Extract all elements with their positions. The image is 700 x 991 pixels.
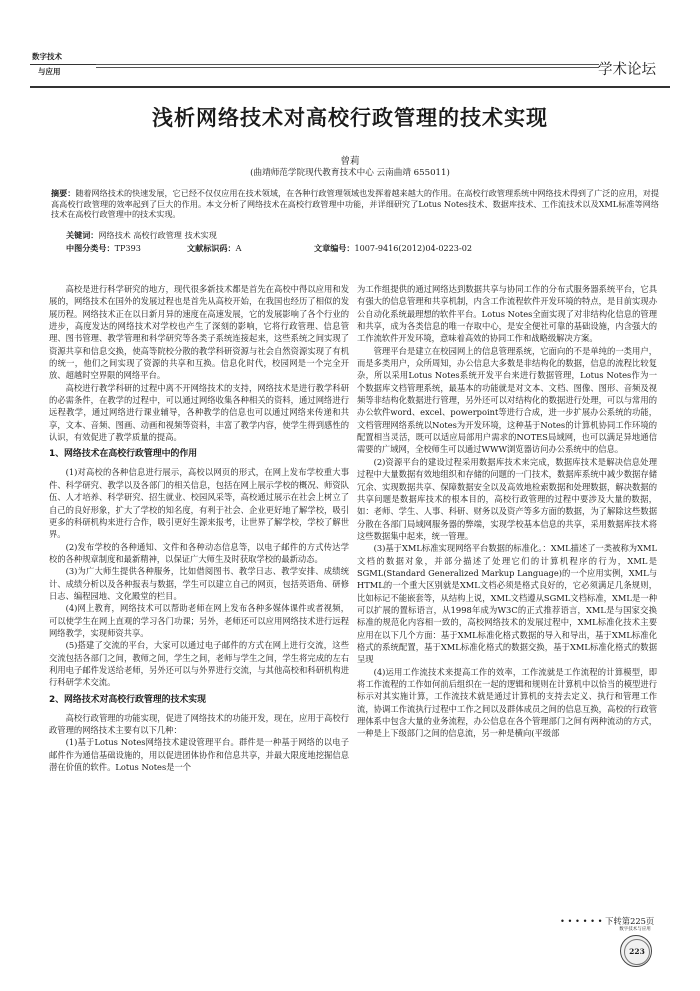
logo-bottom-text: 与应用 <box>38 67 61 76</box>
header-rule <box>96 64 599 71</box>
doc-code-label: 文献标识码： <box>187 243 236 253</box>
right-column <box>357 283 657 740</box>
continued-note: • • • • • • 下转第225页 <box>560 916 655 926</box>
section-heading-1: 1、网络技术在高校行政管理中的作用 <box>49 449 198 460</box>
keywords-text: 网络技术 高校行政管理 技术实现 <box>98 230 217 240</box>
clc-label: 中图分类号： <box>66 243 115 253</box>
paragraph: 高校是进行科学研究的地方，现代很多新技术都是首先在高校中得以应用和发展的，网络技术在国外的发展过程也是首先从高校开始，在我国也经历了相似的发展历程。网络技术正在以日新月异的速度在高速发展，它的发展影响了各个行业的进步，高度发达的网络技术对学校也产生了深刻的影响，它将行政管理、信息管理、图书管理、教学管理和科学研究等各类子系统连接起来，这些系统之间实现了资源共享和信息交换，使高等院校分散的教学科研资源与社会自然资源实现了有机的统一，他们之间实现了资源的共享和互换。信息化时代，校园网是一个完全开放、超越时空界限的网络平台。 <box>49 284 349 381</box>
page-number: 223 <box>624 939 650 965</box>
paragraph: (5)搭建了交流的平台，大家可以通过电子邮件的方式在网上进行交流，这些交流包括各部门之间，教师之间，学生之间，老师与学生之间，学生将完成的左右利用电子邮件发送给老师，另外还可以与外界进行交流，与其他高校和科研机构进行科研学术交流。 <box>49 640 349 688</box>
article-affiliation: (曲靖师范学院现代教育技术中心 云南曲靖 655011) <box>250 168 450 178</box>
header-underline <box>30 86 670 88</box>
doc-code-value: A <box>235 243 242 253</box>
left-column <box>49 283 349 773</box>
paragraph: (4)网上教育，网络技术可以帮助老师在网上发布各种多媒体课件或者视频，可以使学生在网上直观的学习各门功课；另外，老师还可以应用网络技术进行远程网络教学，实现师资共享。 <box>49 603 349 638</box>
paragraph: (1)对高校的各种信息进行展示，高校以网页的形式，在网上发布学校重大事件、科学研究、教学以及各部门的相关信息，包括在网上展示学校的概况、师资队伍、人才培养、科学研究、招生就业、校园风采等，高校通过展示在社会上树立了自己的良好形象，扩大了学校的知名度，有利于社会、企业更好地了解学校，吸引更多的科研机构来进行合作，吸引更好生源来报考，让世界了解学校，学校了解世界。 <box>49 467 349 540</box>
article-title: 浅析网络技术对高校行政管理的技术实现 <box>152 105 548 130</box>
paragraph: (2)发布学校的各种通知、文件和各种动态信息等，以电子邮件的方式传达学校的各种规章制度和最新精神，以保证广大师生及时获取学校的最新动态。 <box>49 541 349 564</box>
article-no-label: 文章编号： <box>314 243 355 253</box>
keywords <box>66 230 217 241</box>
paragraph: (2)资源平台的建设过程采用数据库技术来完成，数据库技术是解决信息处理过程中大量数据有效地组织和存储的问题的一门技术，数据库系统中减少数据存储冗余、实现数据共享、保障数据安全以及高效地检索数据和处理数据，解决数据的共享问题是数据库技术的根本目的，高校行政管理的过程中要涉及大量的数据，如：老师、学生、人事、科研、财务以及资产等多方面的数据，为了解除这些数据分散在各部门局域网服务器的弊端，实现学校基本信息的共享，采用数据库技术将这些数据集中起来，统一管理。 <box>357 456 657 541</box>
article-author: 曾莉 <box>340 156 360 167</box>
article-no-value: 1007-9416(2012)04-0223-02 <box>354 243 472 253</box>
paragraph: 为工作组提供的通过网络达到数据共享与协同工作的分布式服务器系统平台，它具有强大的信息管理和共享机制，内含工作流程软件开发环境的特点，是目前实现办公自动化系统最理想的软件平台。Lotus Notes全面实现了对非结构化信息的管理和共享，成为各类信息的唯一存取中心，是安全便社可靠的基础设施，内含强大的工作流软件开发环境，意味着高效的协同工作和战略级解决方案。 <box>357 284 657 344</box>
paragraph: (4)运用工作流技术来提高工作的效率，工作流就是工作流程的计算模型，即将工作流程的工作如何前后组织在一起的逻辑和规则在计算机中以恰当的模型进行标示对其实施计算，工作流技术就是通过计算机的支持去定义、执行和管理工作流，协调工作流执行过程中工作之间以及群体成员之间的信息互换，高校的行政管理体系中包含大量的业务流程，办公信息在各个管理部门之间有两种流动的方式，一种是上下级部门之间的信息流，另一种是横向(平级部 <box>357 666 657 739</box>
document-code <box>187 243 241 254</box>
paragraph: (1)基于Lotus Notes网络技术建设管理平台。群件是一种基于网络的以电子邮件作为通信基础设施的，用以促进团体协作和信息共享，并最大限度地挖掘信息潜在价值的软件。Lotus Notes是一个 <box>49 737 349 773</box>
page-badge-caption: 数字技术与应用 <box>619 927 651 932</box>
paragraph: 管理平台是建立在校园网上的信息管理系统，它面向的不是单纯的一类用户，而是多类用户，众所周知，办公信息大多数是非结构化的数据，信息的流程比较复杂，所以采用Lotus Notes系统开发平台来进行数据管理，Lotus Notes作为一个数据库文档管理系统，最基本的功能就是对文本、文档、图像、图形、音频及视频等非结构化数据进行管理，另外还可以对结构化的数据进行处理，可以与常用的办公软件word、excel、powerpoint等进行合成，进一步扩展办公系统的功能，文档管理网络系统以Notes为开发环境，这种基于Notes的计算机协同工作环境的配置相当灵活，既可以适应局部用户需求的NOTES局域网，也可以满足异地通信需要的广域网，全校师生可以通过WWW浏览器访问办公系统中的信息。 <box>357 345 657 455</box>
abstract <box>51 188 659 220</box>
keywords-label: 关键词： <box>66 230 99 240</box>
abstract-label: 摘要： <box>51 188 76 198</box>
paragraph: 高校进行教学科研的过程中离不开网络技术的支持，网络技术是进行教学科研的必需条件，在教学的过程中，可以通过网络收集各种相关的资料，通过网络进行远程教学，通过网络进行课业辅导，各种教学的信息也可以通过网络来传递和共享，文本、音频、图画、动画和视频等资料，丰富了教学内容，使学生得到感性的认识，有效促进了教学质量的提高。 <box>49 382 349 443</box>
page-badge <box>620 935 652 967</box>
logo-top-text: 数字技术 <box>32 52 62 61</box>
paragraph: 高校行政管理的功能实现，促进了网络技术的功能开发，现在，应用于高校行政管理的网络技术主要有以下几种： <box>49 712 349 735</box>
clc-number <box>66 243 141 254</box>
clc-value: TP393 <box>114 243 141 253</box>
section-label: 学术论坛 <box>598 62 656 78</box>
paragraph: (3)基于XML标准实现网络平台数据的标准化。：XML描述了一类被称为XML文档的数据对象，并部分描述了处理它们的计算机程序的行为，XML是SGML(Standard Generalized Markup Language)的一个应用实例，XML与HTML的一个重大区别就是XML文档必须是格式良好的，它必须满足几条规则，比如标记不能嵌套等，从结构上说，XML文档遵从SGML文档标准，XML是一种可以扩展的置标语言，从1998年成为W3C的正式推荐语言，XML是与国家交换标准的规范化内容相一致的，高校网络技术的发展过程中，XML标准化技术主要应用在以下几个方面：基于XML标准化格式数据的导入和导出，基于XML标准化格式的系统配置，基于XML标准化格式的数据交换，基于XML标准化格式的数据呈现 <box>357 543 657 665</box>
article-number <box>314 243 472 254</box>
journal-logo <box>30 50 96 88</box>
paragraph: (3)为广大师生提供各种服务，比如借阅图书、教学日志、教学安排、成绩统计、成绩分析以及各种报表与数据，学生可以建立自己的网页，包括英语角、研修日志、编程园地、文化殿堂的栏目。 <box>49 566 349 601</box>
section-heading-2: 2、网络技术对高校行政管理的技术实现 <box>49 694 207 705</box>
abstract-text: 随着网络技术的快速发展，它已经不仅仅应用在技术领域，在各种行政管理领域也发挥着越来越大的作用。在高校行政管理系统中网络技术得到了广泛的应用，对提高高校行政管理的效率起到了巨大的作用。本文分析了网络技术在高校行政管理中功能，并详细研究了Lotus Notes技术、数据库技术、工作流技术以及XML标准等网络技术在高校行政管理中的技术实现。 <box>51 188 659 220</box>
